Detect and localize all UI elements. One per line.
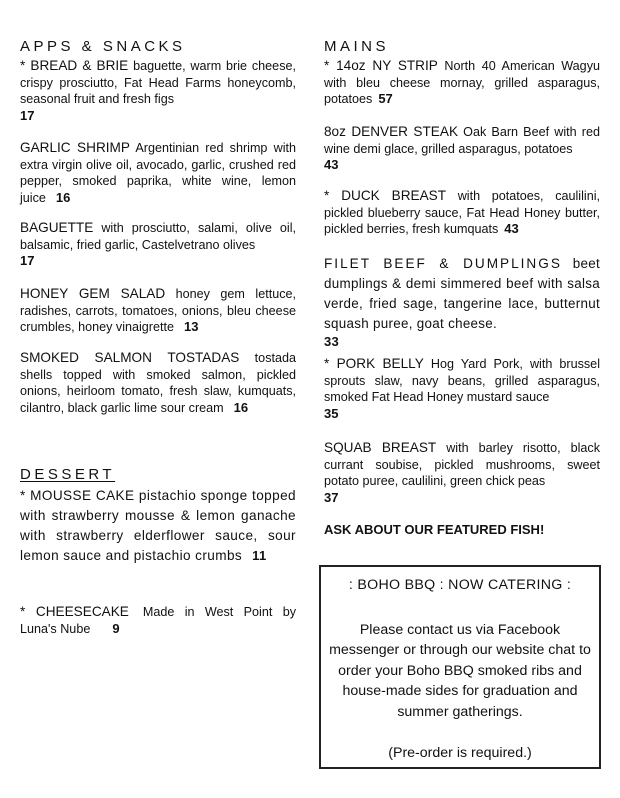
item-price: 16 [55, 189, 71, 205]
item-price: 9 [112, 620, 120, 636]
item-price: 33 [324, 334, 340, 349]
menu-item-bread-brie [20, 58, 296, 124]
menu-item-filet-beef-dumplings [324, 254, 600, 350]
item-description: Oak Barn Beef with red wine demi glace, grilled asparagus, potatoes [324, 125, 600, 156]
menu-item-honey-gem-salad [20, 286, 296, 336]
item-description: Argentinian red shrimp with extra virgin olive oil, avocado, garlic, crushed red pepper, smoked paprika, white wine, lemon juice [20, 141, 296, 205]
item-name: * MOUSSE CAKE [20, 488, 135, 503]
item-description: beet dumplings & demi simmered beef with salsa verde, fried sage, tangerine lace, butternut squash puree, goat cheese. [324, 256, 600, 331]
item-price: 43 [324, 157, 339, 172]
menu-item-duck-breast [324, 188, 600, 238]
item-name: * PORK BELLY [324, 356, 424, 371]
catering-body: Please contact us via Facebook messenger or through our website chat to order your Boho BBQ smoked ribs and house-made sides for graduation and summer gatherings. [329, 621, 591, 720]
item-description: Made in West Point by Luna's Nube [20, 605, 296, 636]
menu-item-mousse-cake [20, 486, 296, 566]
menu-item-smoked-salmon-tostadas [20, 350, 296, 416]
dessert-section-title: DESSERT [20, 466, 116, 483]
menu-item-pork-belly [324, 356, 600, 422]
catering-note: (Pre-order is required.) [388, 744, 532, 761]
item-price: 13 [184, 319, 199, 334]
menu-item-garlic-shrimp [20, 140, 296, 206]
item-name: * 14oz NY STRIP [324, 58, 438, 73]
item-name: BAGUETTE [20, 220, 94, 235]
item-name: 8oz DENVER STEAK [324, 124, 459, 139]
menu-item-baguette [20, 220, 296, 270]
item-description: with potatoes, caulilini, pickled blueberry sauce, Fat Head Honey butter, pickled berries, fresh kumquats [324, 189, 600, 236]
item-name: * DUCK BREAST [324, 188, 447, 203]
item-name: HONEY GEM SALAD [20, 286, 166, 301]
item-name: FILET BEEF & DUMPLINGS [324, 256, 562, 271]
item-description: tostada shells topped with smoked salmon, pickled onions, heirloom tomato, fresh slaw, kumquats, cilantro, black garlic lime sour cream [20, 351, 296, 415]
item-price: 17 [20, 253, 35, 268]
item-description: with barley risotto, black currant soubise, pickled mushrooms, sweet potato puree, caulilini, green chick peas [324, 441, 600, 488]
item-name: * BREAD & BRIE [20, 58, 129, 73]
catering-box [319, 565, 601, 769]
item-name: GARLIC SHRIMP [20, 140, 130, 155]
item-name: * CHEESECAKE [20, 604, 129, 619]
menu-item-denver-steak [324, 124, 600, 174]
menu-item-squab-breast [324, 440, 600, 506]
item-price: 17 [20, 107, 35, 123]
menu-item-ny-strip [324, 58, 600, 108]
mains-section-title: MAINS [324, 38, 390, 55]
item-price: 37 [324, 489, 339, 505]
item-price: 11 [252, 548, 267, 563]
featured-fish-note: ASK ABOUT OUR FEATURED FISH! [324, 522, 545, 537]
item-price: 35 [324, 405, 339, 421]
item-name: SQUAB BREAST [324, 440, 437, 455]
menu-item-cheesecake [20, 604, 296, 637]
item-description: pistachio sponge topped with strawberry mousse & lemon ganache with strawberry elderflower sauce, sour lemon sauce and pistachio crumbs [20, 488, 296, 563]
catering-title: : BOHO BBQ : NOW CATERING : [348, 577, 572, 593]
item-description: Hog Yard Pork, with brussel sprouts slaw, navy beans, grilled asparagus, smoked Fat Head Honey mustard sauce [324, 357, 600, 404]
item-description: with prosciutto, salami, olive oil, balsamic, fried garlic, Castelvetrano olives [20, 221, 296, 252]
item-name: SMOKED SALMON TOSTADAS [20, 350, 240, 365]
item-description: baguette, warm brie cheese, crispy prosciutto, Fat Head Farms honeycomb, seasonal fruit and fresh figs [20, 59, 296, 106]
item-description: North 40 American Wagyu with bleu cheese mornay, grilled asparagus, potatoes [324, 59, 600, 106]
apps-section-title: APPS & SNACKS [20, 38, 186, 55]
item-description: honey gem lettuce, radishes, carrots, tomatoes, onions, bleu cheese crumbles, honey vinaigrette [20, 287, 296, 334]
item-price: 57 [378, 91, 393, 106]
item-price: 16 [233, 399, 249, 415]
item-price: 43 [504, 221, 519, 236]
